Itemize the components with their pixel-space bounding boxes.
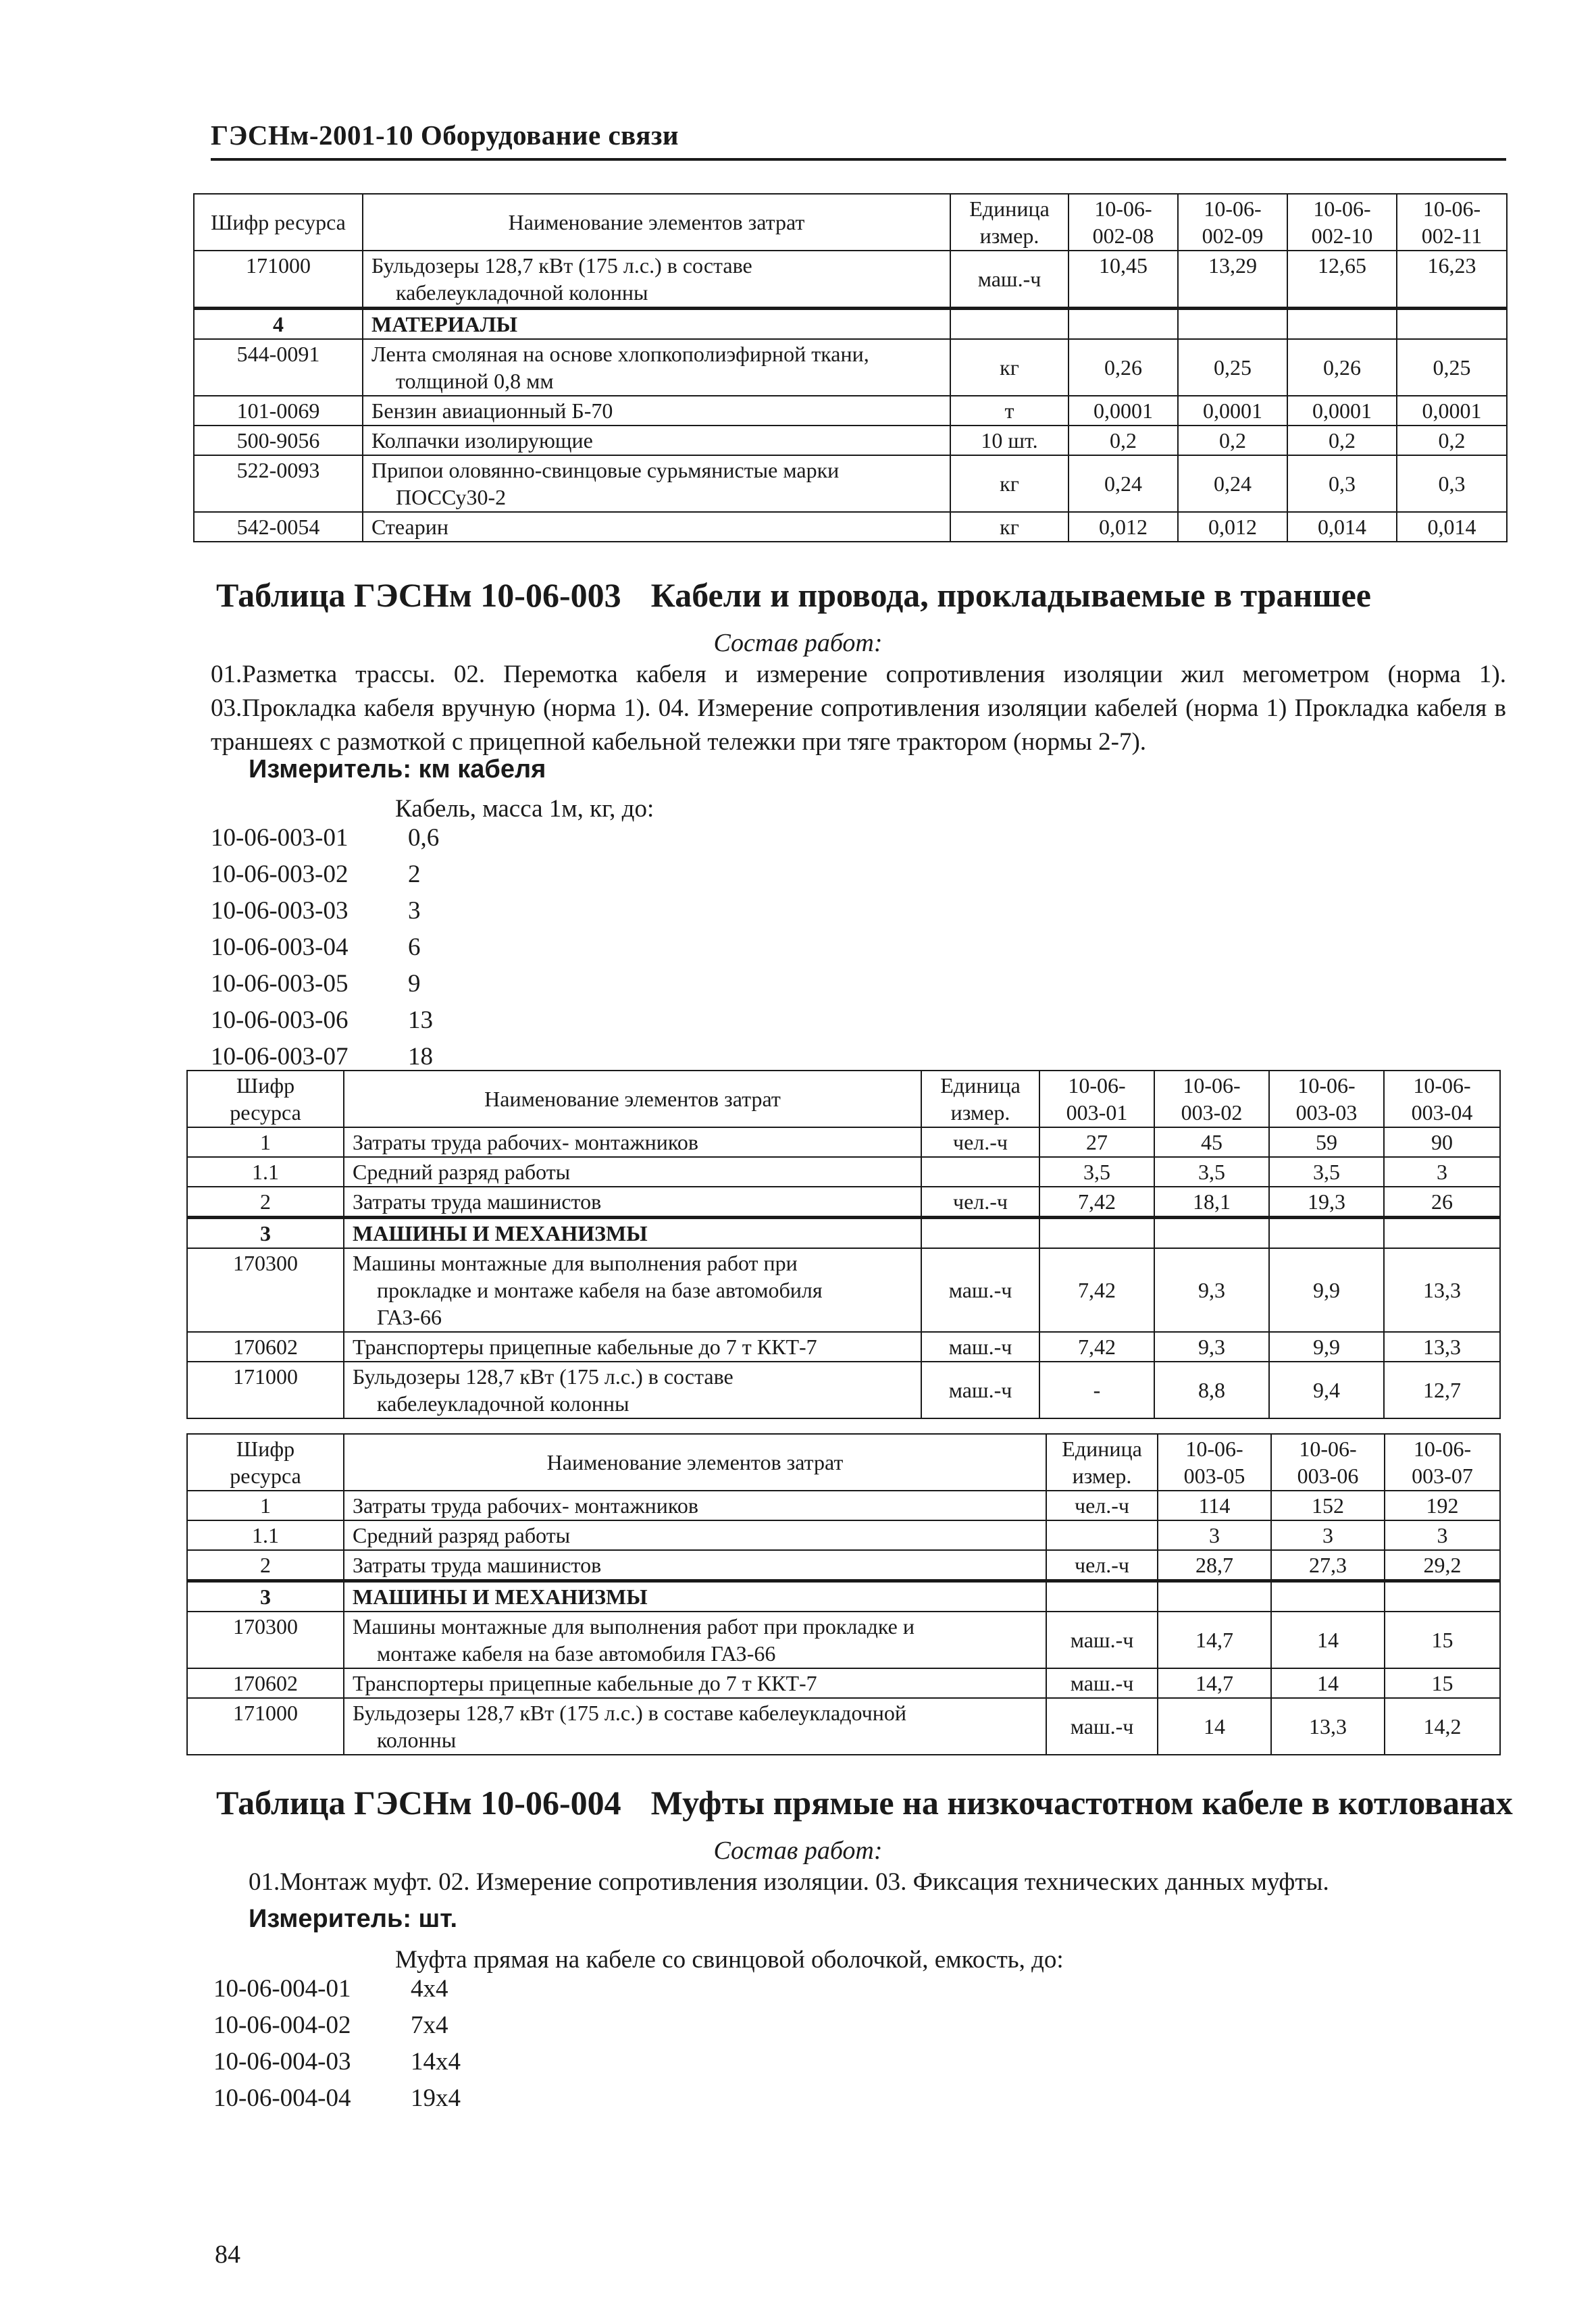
table-label: Таблица ГЭСНм 10-06-004 [216,1784,621,1822]
norm-value: 14,2 [1385,1698,1500,1755]
page-number: 84 [215,2240,240,2269]
table-row [187,1550,1500,1581]
resource-code: 3 [187,1581,344,1612]
name-line: Транспортеры прицепные кабельные до 7 т ККТ-7 [353,1335,817,1359]
unit-of-measure: кг [950,455,1069,512]
norm-value [1269,1218,1384,1249]
meter-label: Измеритель: шт. [249,1905,458,1933]
norm-value: 0,2 [1287,426,1397,455]
unit-of-measure [1046,1581,1158,1612]
norm-value: 0,24 [1178,455,1287,512]
table-row [187,1491,1500,1520]
norm-parameter: 6 [408,933,421,961]
header-col: 10-06- 002-08 [1069,194,1178,251]
table-name: Кабели и провода, прокладываемые в траншее [650,576,1371,614]
norm-value: 7,42 [1039,1187,1154,1218]
header-col: 10-06- 003-07 [1385,1434,1500,1491]
table-label: Таблица ГЭСНм 10-06-003 [216,576,621,614]
table-row [194,309,1507,340]
norm-parameter: 13 [408,1006,433,1034]
header-col: 10-06- 003-01 [1039,1071,1154,1127]
norm-value: 0,0001 [1287,396,1397,426]
norm-value: 13,3 [1384,1248,1500,1332]
norm-row [211,856,439,893]
norm-value: 28,7 [1158,1550,1271,1581]
table-row [187,1157,1500,1187]
cost-element-name [344,1550,1046,1581]
norm-value: 13,3 [1384,1332,1500,1362]
unit-of-measure: маш.-ч [1046,1612,1158,1668]
resource-code: 542-0054 [194,512,363,542]
cost-table-002 [193,193,1508,542]
norm-value: 59 [1269,1127,1384,1157]
resource-code: 170602 [187,1332,344,1362]
norm-value: 0,0001 [1069,396,1178,426]
norm-value: 0,014 [1287,512,1397,542]
norm-code: 10-06-003-06 [211,1006,349,1034]
unit-of-measure [921,1218,1039,1249]
name-line: ПОССу30-2 [396,485,507,509]
name-line: Транспортеры прицепные кабельные до 7 т ККТ-7 [353,1671,817,1695]
name-line: Средний разряд работы [353,1523,571,1547]
norm-value: 3 [1158,1520,1271,1550]
unit-of-measure [950,309,1069,340]
unit-of-measure: маш.-ч [921,1248,1039,1332]
table-row [194,455,1507,512]
name-line: Машины монтажные для выполнения работ при прокладке и [353,1614,915,1639]
norm-code: 10-06-003-05 [211,970,349,998]
name-line: Затраты труда рабочих- монтажников [353,1130,698,1154]
norm-code: 10-06-003-01 [211,824,349,852]
header-col: 10-06- 002-10 [1287,194,1397,251]
table-row [194,396,1507,426]
unit-of-measure: кг [950,512,1069,542]
table-name: Муфты прямые на низкочастотном кабеле в котлованах [650,1784,1513,1822]
norm-value: 27,3 [1271,1550,1385,1581]
norm-value: 0,0001 [1178,396,1287,426]
norm-value: 0,012 [1069,512,1178,542]
norm-value: 10,45 [1069,251,1178,309]
resource-code: 1.1 [187,1157,344,1187]
norm-row [213,2044,461,2080]
norm-code: 10-06-004-03 [213,2048,351,2076]
norm-list [211,820,439,1075]
unit-of-measure: маш.-ч [921,1332,1039,1362]
norm-value: 3,5 [1154,1157,1269,1187]
table-row [187,1332,1500,1362]
table-row [187,1248,1500,1332]
norm-value: 9,4 [1269,1362,1384,1418]
cost-element-name [363,455,950,512]
name-line: МАШИНЫ И МЕХАНИЗМЫ [353,1585,648,1609]
unit-of-measure: 10 шт. [950,426,1069,455]
table-row [187,1362,1500,1418]
norm-value: 15 [1385,1612,1500,1668]
table-row [194,251,1507,309]
unit-of-measure: чел.-ч [1046,1550,1158,1581]
table-row [187,1187,1500,1218]
resource-code: 544-0091 [194,339,363,396]
norm-row [211,820,439,856]
norm-parameter: 4x4 [411,1975,448,2003]
header-col: 10-06- 003-03 [1269,1071,1384,1127]
norm-value [1039,1218,1154,1249]
unit-of-measure: маш.-ч [1046,1668,1158,1698]
name-line: Затраты труда машинистов [353,1553,602,1577]
work-composition-text: 01.Разметка трассы. 02. Перемотка кабеля и измерение сопротивления изоляции жил мегометром (норма 1). 03.Прокладка кабеля вручную (норма 1). 04. Измерение сопротивления изоляции кабелей (норма 1) Прокладка кабеля в траншеях с размоткой с прицепной кабельной тележки при тяге трактором (нормы 2-7). [211,661,1506,756]
cost-table-003-a [186,1070,1501,1419]
norm-value [1287,309,1397,340]
cost-element-name [363,512,950,542]
name-line: Бензин авиационный Б-70 [371,398,613,423]
norm-parameter: 19x4 [411,2084,461,2112]
norm-value: 7,42 [1039,1332,1154,1362]
table-row [187,1218,1500,1249]
norm-value: 0,0001 [1397,396,1507,426]
table-title [216,1783,1513,1822]
name-line: МАТЕРИАЛЫ [371,312,517,336]
norm-value: 13,29 [1178,251,1287,309]
header-col: 10-06- 003-05 [1158,1434,1271,1491]
norm-value: 18,1 [1154,1187,1269,1218]
norm-value: 0,014 [1397,512,1507,542]
name-line: Припои оловянно-свинцовые сурьмянистые марки [371,458,840,482]
resource-code: 4 [194,309,363,340]
resource-code: 3 [187,1218,344,1249]
cost-element-name [344,1187,921,1218]
norm-value: 27 [1039,1127,1154,1157]
norm-value: 45 [1154,1127,1269,1157]
header-col: 10-06- 002-09 [1178,194,1287,251]
norm-value: 114 [1158,1491,1271,1520]
cost-element-name [344,1581,1046,1612]
name-line: Колпачки изолирующие [371,428,593,453]
resource-code: 2 [187,1187,344,1218]
table-row [187,1520,1500,1550]
norm-value [1397,309,1507,340]
norm-value [1178,309,1287,340]
cost-element-name [363,309,950,340]
unit-of-measure [1046,1520,1158,1550]
norm-row [213,2007,461,2044]
norm-value: - [1039,1362,1154,1418]
name-line: Бульдозеры 128,7 кВт (175 л.с.) в составе [353,1364,733,1389]
cost-element-name [344,1127,921,1157]
resource-code: 1 [187,1127,344,1157]
norm-value [1154,1218,1269,1249]
unit-of-measure: маш.-ч [1046,1698,1158,1755]
resource-code: 171000 [187,1698,344,1755]
parameter-heading: Муфта прямая на кабеле со свинцовой оболочкой, емкость, до: [395,1946,1064,1974]
name-line: Затраты труда машинистов [353,1189,602,1214]
name-line: колонны [377,1728,457,1752]
norm-value: 3,5 [1269,1157,1384,1187]
cost-element-name [344,1612,1046,1668]
norm-value: 0,3 [1397,455,1507,512]
resource-code: 101-0069 [194,396,363,426]
unit-of-measure: чел.-ч [921,1187,1039,1218]
norm-value: 0,25 [1178,339,1287,396]
norm-parameter: 14x4 [411,2048,461,2076]
norm-value: 0,2 [1069,426,1178,455]
norm-value: 12,65 [1287,251,1397,309]
norm-parameter: 0,6 [408,824,440,852]
unit-of-measure [921,1157,1039,1187]
norm-value: 9,9 [1269,1332,1384,1362]
norm-value: 0,2 [1397,426,1507,455]
norm-value: 0,2 [1178,426,1287,455]
cost-element-name [363,396,950,426]
header-code: Шифр ресурса [194,194,363,251]
header-name: Наименование элементов затрат [363,194,950,251]
norm-value [1158,1581,1271,1612]
resource-code: 1.1 [187,1520,344,1550]
header-code: Шифр ресурса [187,1071,344,1127]
norm-value: 0,26 [1287,339,1397,396]
norm-code: 10-06-004-02 [213,2011,351,2039]
norm-value: 0,24 [1069,455,1178,512]
norm-value: 14,7 [1158,1612,1271,1668]
norm-value: 3 [1271,1520,1385,1550]
resource-code: 500-9056 [194,426,363,455]
name-line: прокладке и монтаже кабеля на базе автомобиля [377,1278,823,1302]
cost-element-name [344,1668,1046,1698]
cost-element-name [363,251,950,309]
table-row [194,339,1507,396]
running-header: ГЭСНм-2001-10 Оборудование связи [211,120,679,151]
parameter-heading: Кабель, масса 1м, кг, до: [395,795,654,823]
norm-parameter: 18 [408,1043,433,1071]
work-composition-label: Состав работ: [713,1836,883,1865]
resource-code: 1 [187,1491,344,1520]
norm-value: 15 [1385,1668,1500,1698]
table-row [187,1698,1500,1755]
norm-code: 10-06-004-01 [213,1975,351,2003]
work-composition-label: Состав работ: [713,629,883,657]
cost-element-name [344,1362,921,1418]
norm-value: 9,3 [1154,1332,1269,1362]
cost-table-003-b [186,1433,1501,1755]
name-line: Машины монтажные для выполнения работ при [353,1251,798,1275]
name-line: Затраты труда рабочих- монтажников [353,1493,698,1518]
resource-code: 522-0093 [194,455,363,512]
norm-value: 8,8 [1154,1362,1269,1418]
norm-value: 14 [1271,1612,1385,1668]
norm-code: 10-06-004-04 [213,2084,351,2112]
norm-value: 14,7 [1158,1668,1271,1698]
norm-value: 0,25 [1397,339,1507,396]
header-unit: Единица измер. [921,1071,1039,1127]
header-unit: Единица измер. [1046,1434,1158,1491]
name-line: кабелеукладочной колонны [377,1391,629,1416]
cost-element-name [344,1491,1046,1520]
cost-element-name [344,1520,1046,1550]
name-line: Стеарин [371,515,448,539]
resource-code: 2 [187,1550,344,1581]
norm-value [1069,309,1178,340]
norm-value: 0,3 [1287,455,1397,512]
unit-of-measure: маш.-ч [950,251,1069,309]
name-line: Средний разряд работы [353,1160,571,1184]
header-col: 10-06- 003-06 [1271,1434,1385,1491]
norm-parameter: 7x4 [411,2011,448,2039]
name-line: Лента смоляная на основе хлопкополиэфирной ткани, [371,342,869,366]
norm-row [213,1971,461,2007]
resource-code: 171000 [194,251,363,309]
norm-parameter: 3 [408,897,421,925]
meter-label: Измеритель: км кабеля [249,755,546,783]
norm-code: 10-06-003-04 [211,933,349,961]
cost-element-name [363,426,950,455]
resource-code: 171000 [187,1362,344,1418]
norm-row [211,1002,439,1039]
table-row [187,1612,1500,1668]
resource-code: 170300 [187,1248,344,1332]
table-row [187,1581,1500,1612]
resource-code: 170602 [187,1668,344,1698]
norm-code: 10-06-003-02 [211,860,349,888]
resource-code: 170300 [187,1612,344,1668]
header-unit: Единица измер. [950,194,1069,251]
unit-of-measure: чел.-ч [921,1127,1039,1157]
norm-code: 10-06-003-07 [211,1043,349,1071]
cost-element-name [363,339,950,396]
header-col: 10-06- 002-11 [1397,194,1507,251]
norm-value: 12,7 [1384,1362,1500,1418]
norm-value: 16,23 [1397,251,1507,309]
header-name: Наименование элементов затрат [344,1434,1046,1491]
name-line: монтаже кабеля на базе автомобиля ГАЗ-66 [377,1641,776,1666]
name-line: ГАЗ-66 [377,1305,442,1329]
unit-of-measure: кг [950,339,1069,396]
norm-value: 9,9 [1269,1248,1384,1332]
unit-of-measure: т [950,396,1069,426]
header-col: 10-06- 003-02 [1154,1071,1269,1127]
norm-value: 0,26 [1069,339,1178,396]
norm-value: 13,3 [1271,1698,1385,1755]
norm-parameter: 2 [408,860,421,888]
name-line: Бульдозеры 128,7 кВт (175 л.с.) в составе кабелеукладочной [353,1701,906,1725]
cost-element-name [344,1332,921,1362]
cost-element-name [344,1248,921,1332]
norm-value: 192 [1385,1491,1500,1520]
unit-of-measure: чел.-ч [1046,1491,1158,1520]
norm-value: 9,3 [1154,1248,1269,1332]
norm-value: 29,2 [1385,1550,1500,1581]
norm-value [1385,1581,1500,1612]
table-row [194,426,1507,455]
cost-element-name [344,1218,921,1249]
header-rule [211,158,1506,161]
work-composition-text: 01.Монтаж муфт. 02. Измерение сопротивления изоляции. 03. Фиксация технических данных муфты. [249,1868,1329,1896]
norm-parameter: 9 [408,970,421,998]
name-line: Бульдозеры 128,7 кВт (175 л.с.) в составе [371,253,752,278]
norm-list [213,1971,461,2117]
norm-row [213,2080,461,2117]
name-line: кабелеукладочной колонны [396,280,648,305]
table-row [187,1127,1500,1157]
norm-value: 90 [1384,1127,1500,1157]
norm-row [211,929,439,966]
table-row [187,1668,1500,1698]
norm-value: 3,5 [1039,1157,1154,1187]
norm-value: 3 [1384,1157,1500,1187]
norm-value: 14 [1158,1698,1271,1755]
table-row [194,512,1507,542]
cost-element-name [344,1157,921,1187]
norm-value: 7,42 [1039,1248,1154,1332]
norm-value [1271,1581,1385,1612]
norm-value: 3 [1385,1520,1500,1550]
cost-element-name [344,1698,1046,1755]
norm-code: 10-06-003-03 [211,897,349,925]
table-title [216,575,1371,615]
name-line: МАШИНЫ И МЕХАНИЗМЫ [353,1221,648,1245]
norm-value: 14 [1271,1668,1385,1698]
unit-of-measure: маш.-ч [921,1362,1039,1418]
norm-row [211,893,439,929]
header-name: Наименование элементов затрат [344,1071,921,1127]
norm-row [211,966,439,1002]
norm-value: 0,012 [1178,512,1287,542]
norm-value [1384,1218,1500,1249]
name-line: толщиной 0,8 мм [396,369,554,393]
norm-value: 152 [1271,1491,1385,1520]
header-code: Шифр ресурса [187,1434,344,1491]
norm-value: 26 [1384,1187,1500,1218]
header-col: 10-06- 003-04 [1384,1071,1500,1127]
norm-value: 19,3 [1269,1187,1384,1218]
